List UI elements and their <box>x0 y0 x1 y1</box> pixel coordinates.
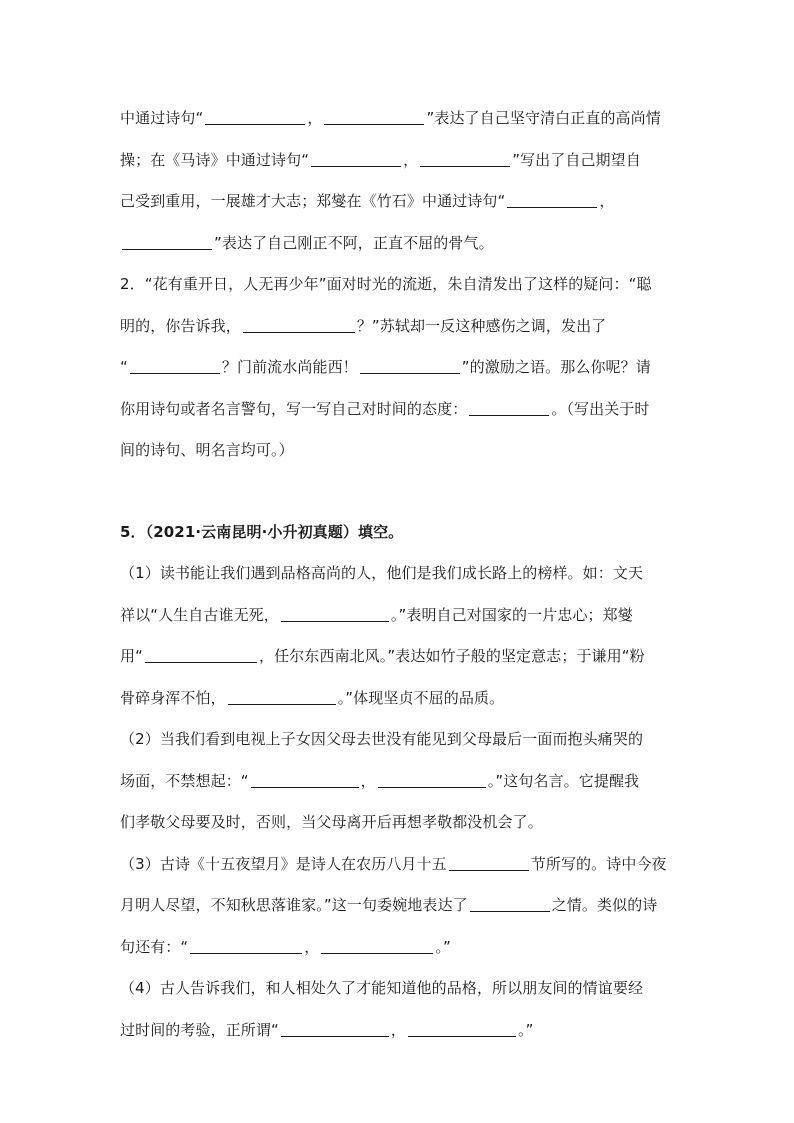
text-run: 用“ <box>120 647 143 665</box>
answer-blank[interactable] <box>408 1018 516 1037</box>
text-line <box>120 389 680 431</box>
question-5-heading: 5．（2021·云南昆明·小升初真题）填空。 <box>120 522 404 541</box>
answer-blank[interactable] <box>360 355 460 374</box>
text-run: ， <box>403 150 419 169</box>
text-line <box>120 844 680 886</box>
answer-blank[interactable] <box>205 106 305 125</box>
section-gap <box>120 472 680 512</box>
text-line <box>120 719 680 761</box>
answer-blank[interactable] <box>145 644 257 663</box>
text-run: 己受到重用，一展雄才大志；郑燮在《竹石》中通过诗句“ <box>120 192 506 210</box>
text-line <box>120 927 680 969</box>
text-run: 月明人尽望，不知秋思落谁家。”这一句委婉地表达了 <box>120 896 468 914</box>
answer-blank[interactable] <box>449 852 529 871</box>
question-2-line <box>120 264 680 306</box>
text-run: 2．“花有重开日，人无再少年”面对时光的流逝，朱自清发出了这样的疑问：“聪 <box>120 275 652 293</box>
text-line <box>120 181 680 223</box>
answer-blank[interactable] <box>507 189 597 208</box>
text-line <box>120 968 680 1010</box>
text-line <box>120 802 680 844</box>
answer-blank[interactable] <box>281 1018 389 1037</box>
text-run: ，任尔东西南北风。”表达如竹子般的坚定意志；于谦用“粉 <box>258 647 645 665</box>
text-line <box>120 223 680 265</box>
text-line <box>120 636 680 678</box>
text-line <box>120 430 680 472</box>
text-run: 。” <box>435 937 451 956</box>
page-content <box>120 98 680 1051</box>
text-run: 们孝敬父母要及时，否则，当父母离开后再想孝敬都没机会了。 <box>120 813 543 831</box>
text-run: ？”苏轼却一反这种感伤之调，发出了 <box>356 316 607 335</box>
text-run: 间的诗句、明名言均可。） <box>120 441 294 459</box>
answer-blank[interactable] <box>281 603 389 622</box>
text-line <box>120 678 680 720</box>
answer-blank[interactable] <box>190 935 302 954</box>
text-line <box>120 140 680 182</box>
text-line <box>120 885 680 927</box>
text-run: 。”体现坚贞不屈的品质。 <box>337 688 505 707</box>
answer-blank[interactable] <box>470 893 550 912</box>
text-run: ？门前流水尚能西！ <box>221 358 358 376</box>
text-run: 。（写出关于时 <box>551 399 650 418</box>
answer-blank[interactable] <box>228 686 336 705</box>
text-run: （1）读书能让我们遇到品格高尚的人，他们是我们成长路上的榜样。如：文天 <box>120 564 644 582</box>
text-run: “ <box>120 358 128 376</box>
text-line <box>120 595 680 637</box>
answer-blank[interactable] <box>420 148 510 167</box>
text-line <box>120 761 680 803</box>
text-line <box>120 347 680 389</box>
text-run: 句还有：“ <box>120 937 189 956</box>
text-run: 明的，你告诉我， <box>120 316 241 335</box>
text-run: ”表达了自己坚守清白正直的高尚情 <box>426 109 661 127</box>
text-run: （4）古人告诉我们，和人相处久了才能知道他的品格，所以朋友间的情谊要经 <box>120 979 644 997</box>
text-line <box>120 553 680 595</box>
answer-blank[interactable] <box>324 106 424 125</box>
text-run: ， <box>307 109 323 127</box>
text-run: 你用诗句或者名言警句，写一写自己对时间的态度： <box>120 399 468 418</box>
answer-blank[interactable] <box>311 148 401 167</box>
answer-blank[interactable] <box>243 314 355 333</box>
text-run: 。”表明自己对国家的一片忠心；郑燮 <box>390 605 633 624</box>
answer-blank[interactable] <box>130 355 220 374</box>
text-line <box>120 1010 680 1052</box>
text-run: 场面，不禁想起：“ <box>120 771 249 790</box>
text-run: 。” <box>517 1020 534 1039</box>
text-run: ， <box>599 192 615 210</box>
text-run: 中通过诗句“ <box>120 109 204 127</box>
answer-blank[interactable] <box>378 769 486 788</box>
text-run: 。”这句名言。它提醒我 <box>487 771 640 790</box>
answer-blank[interactable] <box>122 231 212 250</box>
text-run: 操；在《马诗》中通过诗句“ <box>120 150 310 169</box>
text-run: ， <box>304 937 320 956</box>
text-run: （2）当我们看到电视上子女因父母去世没有能见到父母最后一面而抱头痛哭的 <box>120 730 644 748</box>
text-line <box>120 98 680 140</box>
text-run: ， <box>360 771 376 790</box>
text-run: 之情。类似的诗 <box>551 896 658 914</box>
text-line <box>120 306 680 348</box>
answer-blank[interactable] <box>321 935 433 954</box>
text-run: ， <box>390 1020 406 1039</box>
answer-blank[interactable] <box>469 397 549 416</box>
text-run: ”的激励之语。那么你呢？请 <box>461 358 651 376</box>
text-run: 骨碎身浑不怕， <box>120 688 226 707</box>
text-run: （3）古诗《十五夜望月》是诗人在农历八月十五 <box>120 854 447 873</box>
text-run: ”表达了自己刚正不阿，正直不屈的骨气。 <box>214 233 494 252</box>
text-run: 祥以“人生自古谁无死， <box>120 605 279 624</box>
text-run: 过时间的考验，正所谓“ <box>120 1020 279 1039</box>
text-run: ”写出了自己期望自 <box>512 150 641 169</box>
answer-blank[interactable] <box>251 769 359 788</box>
text-run: 节所写的。诗中今夜 <box>530 854 667 873</box>
